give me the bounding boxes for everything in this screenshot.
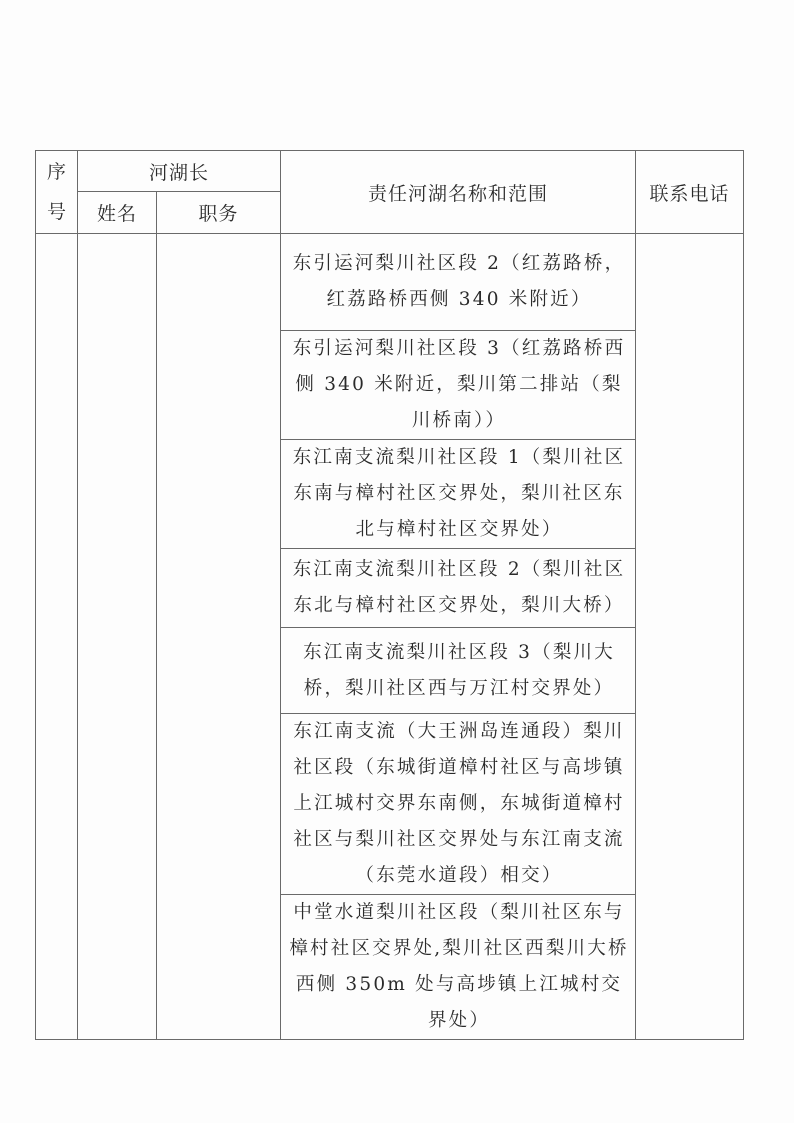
header-seq-line2: 号	[46, 201, 66, 223]
cell-river-scope: 东江南支流梨川社区段 2（梨川社区东北与樟村社区交界处，梨川大桥）	[281, 549, 636, 628]
cell-river-scope: 中堂水道梨川社区段（梨川社区东与樟村社区交界处,梨川社区西梨川大桥西侧 350m 处与高埗镇上江城村交界处）	[281, 895, 636, 1040]
header-river-chief: 河湖长	[78, 151, 281, 192]
cell-phone	[636, 234, 744, 1040]
cell-position	[157, 234, 281, 1040]
cell-name	[78, 234, 157, 1040]
header-seq	[36, 151, 78, 234]
header-river-scope: 责任河湖名称和范围	[281, 151, 636, 234]
cell-river-scope: 东江南支流梨川社区段 1（梨川社区东南与樟村社区交界处，梨川社区东北与樟村社区交界处）	[281, 440, 636, 549]
header-phone: 联系电话	[636, 151, 744, 234]
river-chief-table	[35, 150, 744, 1040]
header-row-1	[36, 151, 744, 192]
cell-river-scope: 东引运河梨川社区段 3（红荔路桥西侧 340 米附近，梨川第二排站（梨川桥南））	[281, 331, 636, 440]
table-row	[36, 234, 744, 331]
cell-river-scope: 东引运河梨川社区段 2（红荔路桥，红荔路桥西侧 340 米附近）	[281, 234, 636, 331]
header-seq-line1: 序	[46, 161, 66, 183]
header-name: 姓名	[78, 192, 157, 234]
cell-river-scope: 东江南支流（大王洲岛连通段）梨川社区段（东城街道樟村社区与高埗镇上江城村交界东南侧，东城街道樟村社区与梨川社区交界处与东江南支流（东莞水道段）相交）	[281, 714, 636, 895]
header-position: 职务	[157, 192, 281, 234]
cell-river-scope: 东江南支流梨川社区段 3（梨川大桥，梨川社区西与万江村交界处）	[281, 628, 636, 714]
cell-seq	[36, 234, 78, 1040]
